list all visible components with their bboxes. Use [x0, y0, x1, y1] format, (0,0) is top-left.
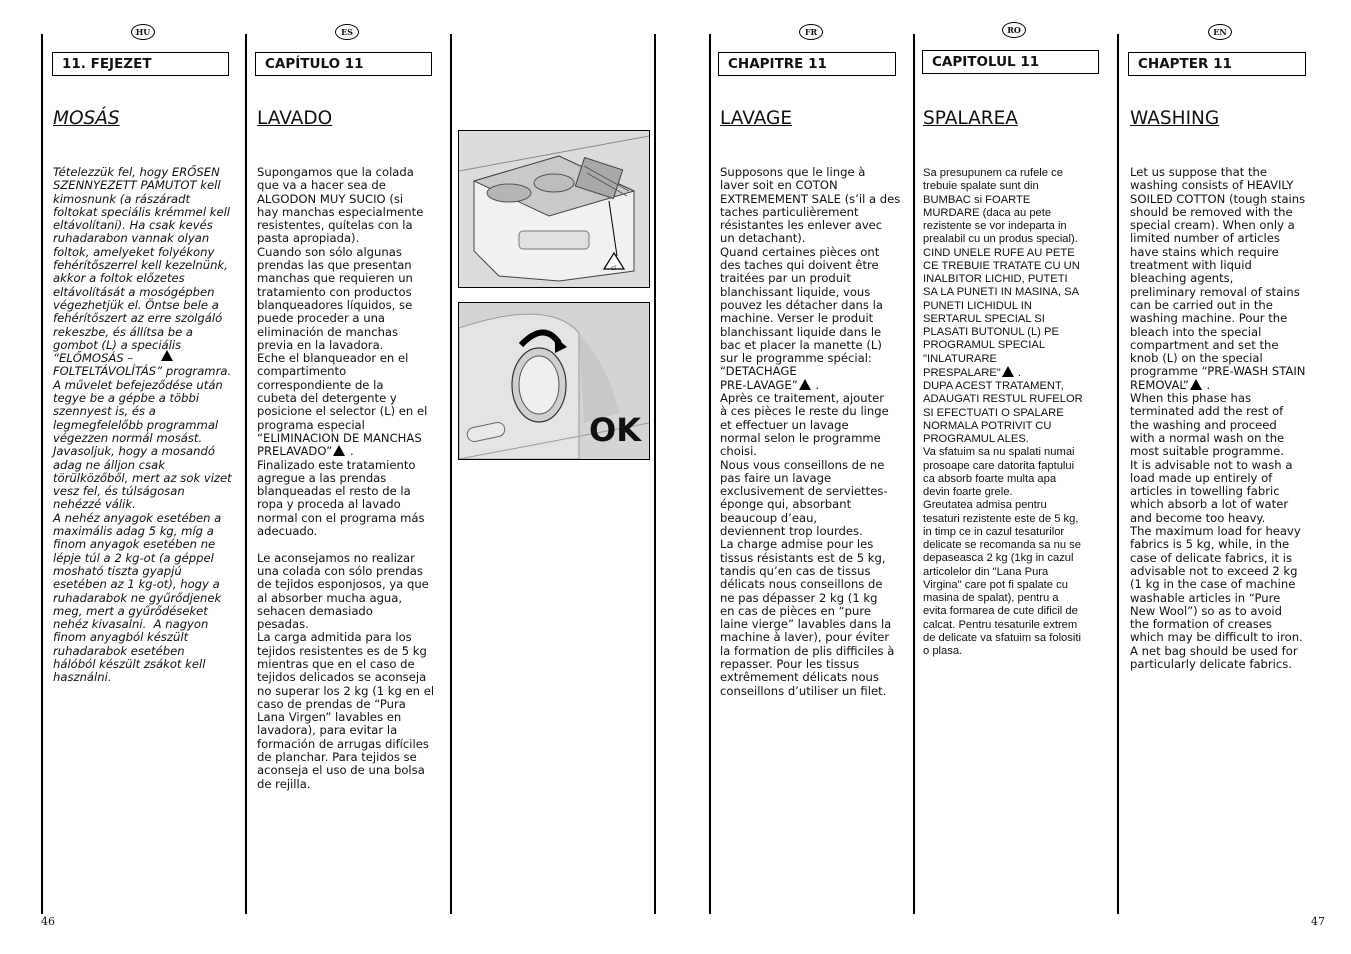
- body-text-en-part2: . When this phase has terminated add the rest of the washing and proceed with a normal wash on the most suitable programme. It is advisable not to wash a load made up entirely of articles in towelling fabric which absorb a lot of water and become too heavy. The maximum load for heavy fabrics is 5 kg, while, in the case of delicate fabrics, it is advisable not to exceed 2 kg (1 kg in the case of machine washable articles in “Pure New Wool”) so as to avoid the formation of creases which may be difficult to iron. A net bag should be used for particularly delicate fabrics.: [1130, 377, 1303, 671]
- chapter-box-es: CAPÍTULO 11: [255, 52, 432, 76]
- language-badge-hu: HU: [131, 24, 155, 40]
- column-rule: [709, 34, 711, 914]
- cl-label: cl: [611, 265, 616, 272]
- column-rule: [41, 34, 43, 914]
- page-number-left: 46: [41, 915, 55, 928]
- column-rule: [913, 34, 915, 914]
- heading-es: LAVADO: [257, 108, 333, 129]
- heading-en: WASHING: [1130, 108, 1220, 129]
- body-text-hu: Tételezzük fel, hogy ERŐSEN SZENNYEZETT PAMUTOT kell kimosnunk (a rászáradt foltokat speciális krémmel kell eltávolítani). Ha csak kevés ruhadarabon vannak olyan foltok, amelyeket folyékony fehérítőszerrel kell kezelnünk, akkor a foltok előzetes eltávolítását a mosógépben végezhetjük el. Öntse bele a fehérítőszert az erre szolgáló rekeszbe, és állítsa be a gombot (L) a speciális “ELŐMOSÁS – FOLTELTÁVOLÍTÁS” programra. A művelet befejeződése után tegye be a gépbe a többi szennyest is, és a legmegfelelőbb programmal végezzen normál mosást. Javasoljuk, hogy a mosandó adag ne álljon csak törülközőből, mert az sok vizet vesz fel, és túlságosan nehézzé válik. A nehéz anyagok esetében a maximális adag 5 kg, míg a finom anyagok esetében ne lépje túl a 2 kg-ot (a géppel mosható tiszta gyapjú esetében az 1 kg-ot), hogy a ruhadarabok ne gyűrődjenek meg, mert a gyűrődéseket nehéz kivasalni. A nagyon finom anyagból készült ruhadarabok esetében hálóból készült zsákot kell használni.: [53, 165, 232, 685]
- language-badge-en: EN: [1208, 24, 1232, 40]
- page-number-right: 47: [1311, 915, 1325, 928]
- language-badge-es: ES: [335, 24, 359, 40]
- chapter-box-fr: CHAPITRE 11: [718, 52, 896, 76]
- warning-triangle-icon: [1002, 366, 1014, 377]
- body-text-ro-part1: Sa presupunem ca rufele ce trebuie spalate sunt din BUMBAC si FOARTE MURDARE (daca au pete rezistente se vor indeparta in prealabil cu un produs special). CIND UNELE RUFE AU PETE CE TREBUIE TRATATE CU UN INALBITOR LICHID, PUTETI SA LA PUNETI IN MASINA, SA PUNETI LICHIDUL IN SERTARUL SPECIAL SI PLASATI BUTONUL (L) PE PROGRAMUL SPECIAL "INLATURARE PRESPALARE": [923, 167, 1080, 379]
- heading-ro: SPALAREA: [923, 108, 1018, 129]
- column-rule: [245, 34, 247, 914]
- column-rule: [1117, 34, 1119, 914]
- chapter-box-ro: CAPITOLUL 11: [922, 50, 1099, 74]
- ok-label: OK: [589, 411, 641, 449]
- program-knob-figure: [458, 302, 650, 460]
- body-text-es-part2: . Finalizado este tratamiento agregue a las prendas blanqueadas el resto de la ropa y proceda al lavado normal con el programa más adecuado. Le aconsejamos no realizar una colada con sólo prendas de tejidos esponjosos, ya que al absorber mucha agua, sehacen demasiado pesadas. La carga admitida para los tejidos resistentes es de 5 kg mientras que en el caso de tejidos delicados se aconseja no superar los 2 kg (1 kg en el caso de prendas de “Pura Lana Virgen” lavables en lavadora), para evitar la formación de arrugas difíciles de planchar. Para tejidos se aconseja el uso de una bolsa de rejilla.: [257, 444, 435, 791]
- warning-triangle-icon: [799, 379, 811, 390]
- body-text-es-part1: Supongamos que la colada que va a hacer sea de ALGODON MUY SUCIO (si hay manchas especialmente resistentes, quítelas con la pasta apropiada). Cuando son sólo algunas prendas las que presentan manchas que requieren un tratamiento con productos blanqueadores líquidos, se puede proceder a una eliminación de manchas previa en la lavadora. Eche el blanqueador en el compartimento correspondiente de la cubeta del detergente y posicione el selector (L) en el programa especial “ELIMINACION DE MANCHAS PRELAVADO”: [257, 165, 428, 459]
- chapter-box-en: CHAPTER 11: [1128, 52, 1306, 76]
- language-badge-ro: RO: [1002, 22, 1026, 38]
- heading-fr: LAVAGE: [720, 108, 793, 129]
- warning-triangle-icon: [1190, 379, 1202, 390]
- heading-hu: MOSÁS: [53, 108, 120, 129]
- body-text-ro: [923, 167, 1083, 658]
- body-text-es: [257, 166, 434, 791]
- column-rule: [654, 34, 656, 914]
- body-text-fr: [720, 166, 900, 698]
- warning-triangle-icon: [161, 350, 173, 361]
- body-text-en: [1130, 166, 1305, 671]
- detergent-drawer-figure: [458, 130, 650, 288]
- body-text-en-part1: Let us suppose that the washing consists of HEAVILY SOILED COTTON (tough stains should be removed with the special cream). When only a limited number of articles have stains which require treatment with liquid bleaching agents, preliminary removal of stains can be carried out in the washing machine. Pour the bleach into the special compartment and set the knob (L) on the special programme “PRE-WASH STAIN REMOVAL”: [1130, 165, 1306, 392]
- body-text-fr-part1: Supposons que le linge à laver soit en COTON EXTREMEMENT SALE (s’il a des taches particulièrement résistantes les enlever avec un detachant). Quand certaines pièces ont des taches qui doivent être traitées par un produit blanchissant liquide, vous pouvez les détacher dans la machine. Verser le produit blanchissant liquide dans le bac et placer la manette (L) sur le programme spécial: “DETACHAGE PRE-LAVAGE”: [720, 165, 901, 392]
- language-badge-fr: FR: [799, 24, 823, 40]
- chapter-box-hu: 11. FEJEZET: [52, 52, 229, 76]
- detergent-drawer-illustration: [459, 131, 649, 287]
- body-text-fr-part2: . Après ce traitement, ajouter à ces pièces le reste du linge et effectuer un lavage normal selon le programme choisi. Nous vous conseillons de ne pas faire un lavage exclusivement de serviettes- éponge qui, absorbant beaucoup d’eau, deviennent trop lourdes. La charge admise pour les tissus résistants est de 5 kg, tandis qu’en cas de tissus délicats nous conseillons de ne pas dépasser 2 kg (1 kg en cas de pièces en “pure laine vierge” lavables dans la machine à laver), pour éviter la formation de plis difficiles à repasser. Pour les tissus extrêmement délicats nous conseillons d’utiliser un filet.: [720, 377, 895, 698]
- body-text-ro-part2: . DUPA ACEST TRATAMENT, ADAUGATI RESTUL RUFELOR SI EFECTUATI O SPALARE NORMALA POTRIVIT CU PROGRAMUL ALES. Va sfatuim sa nu spalati numai prosoape care datorita faptului ca absorb foarte multa apa devin foarte grele. Greutatea admisa pentru tesaturi rezistente este de 5 kg, in timp ce in cazul tesaturilor delicate se recomanda sa nu se depaseasca 2 kg (1kg in cazul articolelor din "Lana Pura Virgina" care pot fi spalate cu masina de spalat), pentru a evita formarea de cute dificil de calcat. Pentru tesaturile extrem de delicate va sfatuim sa folositi o plasa.: [923, 366, 1083, 657]
- column-rule: [450, 34, 452, 914]
- warning-triangle-icon: [333, 445, 345, 456]
